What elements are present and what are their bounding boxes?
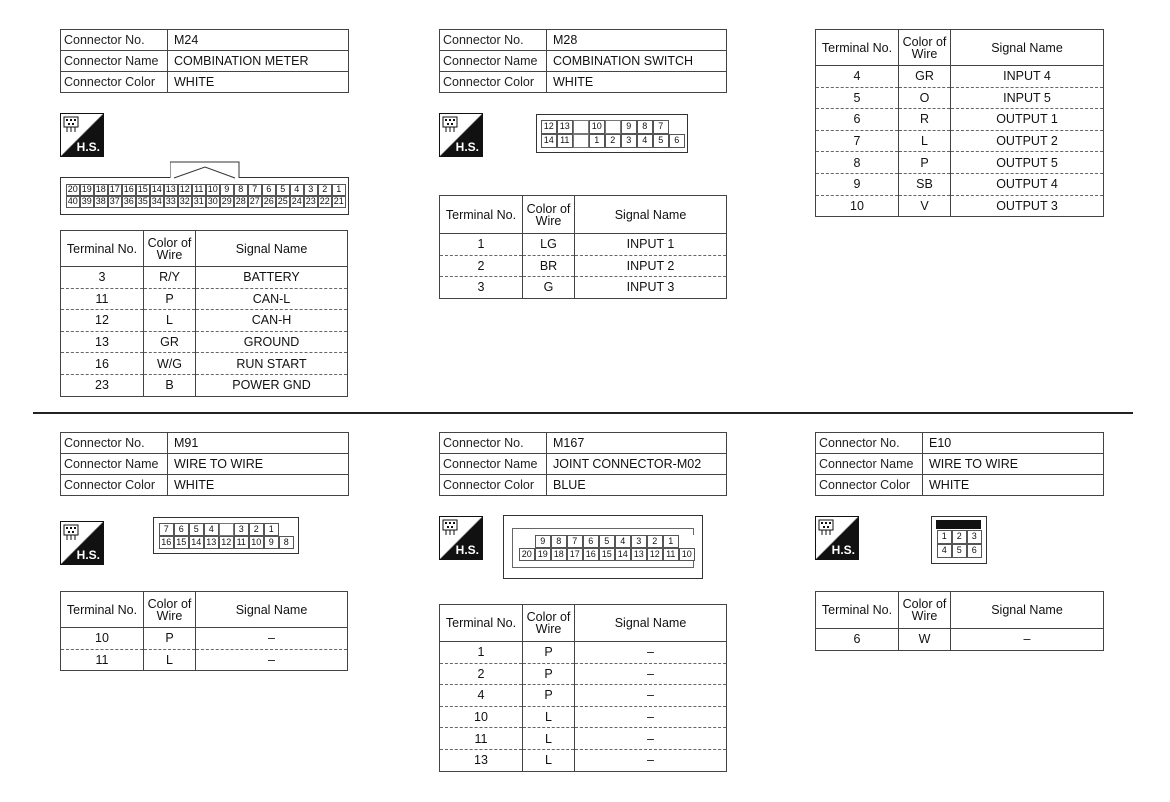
- signal-name-header: Signal Name: [951, 30, 1104, 66]
- terminal-no-cell: 12: [61, 310, 144, 332]
- table-row: [816, 87, 1104, 109]
- terminal-pin: 11: [234, 536, 250, 550]
- terminal-pin: 6: [583, 535, 600, 549]
- m28-connector-info: [439, 29, 727, 93]
- terminal-pin: 7: [248, 184, 263, 197]
- wire-color-header: Color of Wire: [523, 605, 575, 642]
- signal-name-cell: INPUT 1: [575, 234, 727, 256]
- connector-color-value: WHITE: [168, 475, 349, 496]
- terminal-pin: 7: [159, 523, 175, 537]
- terminal-pin: 14: [541, 134, 558, 149]
- terminal-pin: 28: [234, 196, 249, 209]
- terminal-pin: 35: [136, 196, 151, 209]
- plug-icon: [442, 116, 464, 133]
- harness-side-icon: [815, 516, 859, 560]
- signal-name-cell: OUTPUT 5: [951, 152, 1104, 174]
- wire-color-header: Color of Wire: [899, 592, 951, 629]
- wire-color-cell: V: [899, 195, 951, 217]
- signal-name-cell: –: [575, 685, 727, 707]
- terminal-no-cell: 11: [61, 649, 144, 671]
- terminal-no-cell: 2: [440, 663, 523, 685]
- terminal-pin: 5: [952, 544, 968, 559]
- terminal-pin: 10: [679, 548, 696, 562]
- signal-name-cell: –: [575, 642, 727, 664]
- table-row: [816, 629, 1104, 651]
- wire-color-cell: P: [144, 288, 196, 310]
- terminal-pin: 30: [206, 196, 221, 209]
- empty-cavity: [279, 523, 295, 537]
- terminal-no-header: Terminal No.: [816, 592, 899, 629]
- wire-color-cell: P: [523, 685, 575, 707]
- terminal-pin: 22: [318, 196, 333, 209]
- terminal-pin: 6: [262, 184, 277, 197]
- empty-cavity: [605, 120, 622, 135]
- terminal-no-header: Terminal No.: [440, 196, 523, 234]
- terminal-pin: 3: [967, 530, 983, 545]
- terminal-pin: 8: [637, 120, 654, 135]
- m24-connector-info: [60, 29, 349, 93]
- connector-name-value: COMBINATION SWITCH: [547, 51, 727, 72]
- terminal-no-cell: 4: [440, 685, 523, 707]
- wire-color-cell: L: [899, 130, 951, 152]
- terminal-pin: 3: [621, 134, 638, 149]
- terminal-pin: 9: [621, 120, 638, 135]
- m91-pin-grid: [159, 523, 294, 549]
- wire-color-cell: SB: [899, 173, 951, 195]
- harness-side-icon: [439, 113, 483, 157]
- terminal-pin: 2: [647, 535, 664, 549]
- table-row: [440, 706, 727, 728]
- terminal-no-cell: 1: [440, 642, 523, 664]
- signal-name-cell: –: [951, 629, 1104, 651]
- table-row: [61, 353, 348, 375]
- terminal-no-cell: 9: [816, 173, 899, 195]
- table-row: [816, 195, 1104, 217]
- terminal-no-cell: 10: [816, 195, 899, 217]
- terminal-pin: 25: [276, 196, 291, 209]
- wire-color-header: Color of Wire: [523, 196, 575, 234]
- empty-cavity: [573, 120, 590, 135]
- terminal-pin: 1: [937, 530, 953, 545]
- section-divider: [33, 412, 1133, 414]
- terminal-pin: 2: [605, 134, 622, 149]
- terminal-pin: 7: [653, 120, 670, 135]
- signal-name-cell: CAN-L: [196, 288, 348, 310]
- terminal-pin: 14: [189, 536, 205, 550]
- terminal-pin: 8: [551, 535, 568, 549]
- wire-color-cell: GR: [144, 331, 196, 353]
- connector-color-label: Connector Color: [61, 72, 168, 93]
- terminal-pin: 14: [615, 548, 632, 562]
- table-row: [61, 288, 348, 310]
- connector-name-value: COMBINATION METER: [168, 51, 349, 72]
- terminal-no-cell: 3: [440, 277, 523, 299]
- terminal-pin: 29: [220, 196, 235, 209]
- terminal-pin: 15: [136, 184, 151, 197]
- terminal-pin: 3: [631, 535, 648, 549]
- terminal-no-cell: 16: [61, 353, 144, 375]
- m28-terminal-table: [439, 195, 727, 299]
- table-row: [440, 234, 727, 256]
- wire-color-cell: BR: [523, 255, 575, 277]
- wire-color-cell: P: [523, 642, 575, 664]
- terminal-pin: 13: [631, 548, 648, 562]
- terminal-no-cell: 6: [816, 109, 899, 131]
- terminal-pin: 17: [567, 548, 584, 562]
- table-row: [61, 649, 348, 671]
- wire-color-cell: L: [523, 728, 575, 750]
- terminal-pin: 12: [178, 184, 193, 197]
- terminal-pin: 16: [122, 184, 137, 197]
- terminal-pin: 8: [234, 184, 249, 197]
- table-row: [61, 628, 348, 650]
- terminal-pin: 9: [535, 535, 552, 549]
- e10-connector-key: [936, 520, 981, 529]
- terminal-no-cell: 10: [440, 706, 523, 728]
- m91-connector-info: [60, 432, 349, 496]
- empty-cavity: [669, 120, 686, 135]
- connector-name-label: Connector Name: [440, 51, 547, 72]
- table-row: [816, 152, 1104, 174]
- connector-no-label: Connector No.: [61, 30, 168, 51]
- terminal-pin: 8: [279, 536, 295, 550]
- terminal-pin: 2: [249, 523, 265, 537]
- table-row: [61, 310, 348, 332]
- terminal-no-cell: 2: [440, 255, 523, 277]
- terminal-pin: 39: [80, 196, 95, 209]
- terminal-pin: 6: [174, 523, 190, 537]
- empty-cavity: [679, 535, 696, 549]
- terminal-pin: 11: [557, 134, 574, 149]
- terminal-pin: 12: [541, 120, 558, 135]
- terminal-no-cell: 5: [816, 87, 899, 109]
- connector-no-value: M24: [168, 30, 349, 51]
- signal-name-cell: INPUT 4: [951, 66, 1104, 88]
- signal-name-header: Signal Name: [196, 592, 348, 628]
- e10-pin-grid: [937, 530, 982, 558]
- plug-icon: [63, 116, 85, 133]
- table-row: [61, 267, 348, 289]
- terminal-pin: 16: [583, 548, 600, 562]
- connector-color-value: WHITE: [923, 475, 1104, 496]
- terminal-pin: 26: [262, 196, 277, 209]
- empty-cavity: [219, 523, 235, 537]
- terminal-pin: 15: [599, 548, 616, 562]
- table-row: [61, 331, 348, 353]
- terminal-pin: 4: [204, 523, 220, 537]
- connector-color-value: WHITE: [168, 72, 349, 93]
- signal-name-header: Signal Name: [196, 231, 348, 267]
- terminal-pin: 2: [318, 184, 333, 197]
- m167-pin-grid: [519, 535, 695, 561]
- signal-name-cell: –: [196, 628, 348, 650]
- plug-icon: [63, 524, 85, 541]
- terminal-pin: 1: [332, 184, 347, 197]
- wire-color-cell: GR: [899, 66, 951, 88]
- signal-name-header: Signal Name: [575, 196, 727, 234]
- terminal-pin: 27: [248, 196, 263, 209]
- connector-color-label: Connector Color: [440, 72, 547, 93]
- terminal-pin: 4: [937, 544, 953, 559]
- connector-no-value: M167: [547, 433, 727, 454]
- terminal-pin: 19: [535, 548, 552, 562]
- m24-latch: [170, 161, 240, 179]
- terminal-no-cell: 23: [61, 374, 144, 396]
- terminal-no-cell: 8: [816, 152, 899, 174]
- connector-no-label: Connector No.: [440, 30, 547, 51]
- wire-color-header: Color of Wire: [144, 231, 196, 267]
- terminal-pin: 5: [599, 535, 616, 549]
- e10-connector-info: [815, 432, 1104, 496]
- terminal-pin: 38: [94, 196, 109, 209]
- hs-label: H.S.: [831, 543, 855, 557]
- terminal-no-cell: 6: [816, 629, 899, 651]
- connector-color-value: BLUE: [547, 475, 727, 496]
- wire-color-cell: P: [144, 628, 196, 650]
- connector-name-value: JOINT CONNECTOR-M02: [547, 454, 727, 475]
- terminal-pin: 21: [332, 196, 347, 209]
- harness-side-icon: [60, 113, 104, 157]
- table-row: [440, 685, 727, 707]
- signal-name-cell: OUTPUT 3: [951, 195, 1104, 217]
- connector-no-value: E10: [923, 433, 1104, 454]
- signal-name-cell: INPUT 2: [575, 255, 727, 277]
- terminal-no-header: Terminal No.: [440, 605, 523, 642]
- connector-name-label: Connector Name: [440, 454, 547, 475]
- connector-color-value: WHITE: [547, 72, 727, 93]
- connector-color-label: Connector Color: [440, 475, 547, 496]
- terminal-pin: 18: [94, 184, 109, 197]
- wire-color-cell: LG: [523, 234, 575, 256]
- terminal-pin: 13: [557, 120, 574, 135]
- signal-name-cell: –: [575, 663, 727, 685]
- terminal-pin: 6: [669, 134, 686, 149]
- terminal-no-cell: 10: [61, 628, 144, 650]
- terminal-pin: 5: [276, 184, 291, 197]
- table-row: [440, 663, 727, 685]
- connector-no-label: Connector No.: [61, 433, 168, 454]
- connector-color-label: Connector Color: [61, 475, 168, 496]
- terminal-no-cell: 4: [816, 66, 899, 88]
- connector-name-value: WIRE TO WIRE: [168, 454, 349, 475]
- terminal-pin: 37: [108, 196, 123, 209]
- m167-connector-info: [439, 432, 727, 496]
- wire-color-cell: P: [523, 663, 575, 685]
- wire-color-header: Color of Wire: [899, 30, 951, 66]
- terminal-pin: 10: [206, 184, 221, 197]
- terminal-pin: 1: [663, 535, 680, 549]
- terminal-pin: 18: [551, 548, 568, 562]
- signal-name-cell: –: [196, 649, 348, 671]
- terminal-no-header: Terminal No.: [61, 231, 144, 267]
- signal-name-header: Signal Name: [575, 605, 727, 642]
- terminal-pin: 20: [519, 548, 536, 562]
- terminal-pin: 5: [189, 523, 205, 537]
- hs-label: H.S.: [455, 543, 479, 557]
- table-row: [440, 277, 727, 299]
- terminal-pin: 31: [192, 196, 207, 209]
- terminal-pin: 13: [164, 184, 179, 197]
- empty-cavity: [519, 535, 536, 549]
- signal-name-cell: POWER GND: [196, 374, 348, 396]
- wire-color-header: Color of Wire: [144, 592, 196, 628]
- signal-name-cell: –: [575, 706, 727, 728]
- wire-color-cell: W/G: [144, 353, 196, 375]
- connector-name-label: Connector Name: [61, 454, 168, 475]
- m24-pin-grid: [66, 184, 346, 208]
- terminal-pin: 4: [290, 184, 305, 197]
- terminal-pin: 3: [304, 184, 319, 197]
- terminal-no-cell: 13: [61, 331, 144, 353]
- terminal-pin: 17: [108, 184, 123, 197]
- terminal-pin: 11: [192, 184, 207, 197]
- wire-color-cell: L: [144, 310, 196, 332]
- terminal-pin: 6: [967, 544, 983, 559]
- harness-side-icon: [439, 516, 483, 560]
- terminal-pin: 36: [122, 196, 137, 209]
- terminal-pin: 4: [615, 535, 632, 549]
- terminal-pin: 23: [304, 196, 319, 209]
- signal-name-cell: –: [575, 749, 727, 771]
- terminal-no-cell: 13: [440, 749, 523, 771]
- wire-color-cell: L: [144, 649, 196, 671]
- signal-name-cell: GROUND: [196, 331, 348, 353]
- m28-pin-grid: [541, 120, 685, 148]
- terminal-pin: 33: [164, 196, 179, 209]
- signal-name-cell: –: [575, 728, 727, 750]
- signal-name-cell: OUTPUT 4: [951, 173, 1104, 195]
- m24-terminal-table: [60, 230, 348, 397]
- terminal-pin: 5: [653, 134, 670, 149]
- terminal-pin: 40: [66, 196, 81, 209]
- table-row: [440, 728, 727, 750]
- connector-color-label: Connector Color: [816, 475, 923, 496]
- terminal-pin: 12: [647, 548, 664, 562]
- table-row: [440, 255, 727, 277]
- terminal-pin: 4: [637, 134, 654, 149]
- terminal-pin: 32: [178, 196, 193, 209]
- table-row: [816, 66, 1104, 88]
- harness-side-icon: [60, 521, 104, 565]
- terminal-pin: 20: [66, 184, 81, 197]
- terminal-no-header: Terminal No.: [61, 592, 144, 628]
- wire-color-cell: L: [523, 749, 575, 771]
- connector-name-value: WIRE TO WIRE: [923, 454, 1104, 475]
- signal-name-cell: OUTPUT 2: [951, 130, 1104, 152]
- terminal-pin: 14: [150, 184, 165, 197]
- terminal-pin: 24: [290, 196, 305, 209]
- table-row: [61, 374, 348, 396]
- table-row: [440, 642, 727, 664]
- signal-name-cell: OUTPUT 1: [951, 109, 1104, 131]
- terminal-no-cell: 1: [440, 234, 523, 256]
- terminal-pin: 15: [174, 536, 190, 550]
- terminal-pin: 9: [264, 536, 280, 550]
- terminal-pin: 3: [234, 523, 250, 537]
- terminal-no-cell: 7: [816, 130, 899, 152]
- e10-terminal-table: [815, 591, 1104, 651]
- terminal-pin: 10: [249, 536, 265, 550]
- terminal-pin: 16: [159, 536, 175, 550]
- plug-icon: [818, 519, 840, 536]
- wire-color-cell: P: [899, 152, 951, 174]
- terminal-pin: 19: [80, 184, 95, 197]
- terminal-pin: 34: [150, 196, 165, 209]
- table-row: [816, 173, 1104, 195]
- signal-name-cell: CAN-H: [196, 310, 348, 332]
- signal-name-cell: INPUT 3: [575, 277, 727, 299]
- m91-terminal-table: [60, 591, 348, 671]
- table-row: [816, 109, 1104, 131]
- hs-label: H.S.: [76, 140, 100, 154]
- table-row: [440, 749, 727, 771]
- terminal-pin: 10: [589, 120, 606, 135]
- m167-terminal-table: [439, 604, 727, 772]
- terminal-pin: 12: [219, 536, 235, 550]
- terminal-pin: 1: [264, 523, 280, 537]
- wire-color-cell: L: [523, 706, 575, 728]
- terminal-no-cell: 11: [61, 288, 144, 310]
- plug-icon: [442, 519, 464, 536]
- terminal-no-cell: 11: [440, 728, 523, 750]
- signal-name-cell: INPUT 5: [951, 87, 1104, 109]
- wire-color-cell: O: [899, 87, 951, 109]
- wire-color-cell: R: [899, 109, 951, 131]
- hs-label: H.S.: [76, 548, 100, 562]
- terminal-pin: 9: [220, 184, 235, 197]
- wire-color-cell: R/Y: [144, 267, 196, 289]
- wire-color-cell: G: [523, 277, 575, 299]
- connector-no-value: M28: [547, 30, 727, 51]
- terminal-pin: 13: [204, 536, 220, 550]
- hs-label: H.S.: [455, 140, 479, 154]
- wire-color-cell: B: [144, 374, 196, 396]
- terminal-pin: 7: [567, 535, 584, 549]
- connector-no-label: Connector No.: [816, 433, 923, 454]
- connector-name-label: Connector Name: [61, 51, 168, 72]
- terminal-no-header: Terminal No.: [816, 30, 899, 66]
- connector-no-value: M91: [168, 433, 349, 454]
- table-row: [816, 130, 1104, 152]
- wire-color-cell: W: [899, 629, 951, 651]
- signal-name-cell: RUN START: [196, 353, 348, 375]
- connector-no-label: Connector No.: [440, 433, 547, 454]
- terminal-pin: 1: [589, 134, 606, 149]
- terminal-pin: 11: [663, 548, 680, 562]
- connector-name-label: Connector Name: [816, 454, 923, 475]
- m28-terminal-table-continued: [815, 29, 1104, 217]
- signal-name-cell: BATTERY: [196, 267, 348, 289]
- terminal-no-cell: 3: [61, 267, 144, 289]
- terminal-pin: 2: [952, 530, 968, 545]
- signal-name-header: Signal Name: [951, 592, 1104, 629]
- empty-cavity: [573, 134, 590, 149]
